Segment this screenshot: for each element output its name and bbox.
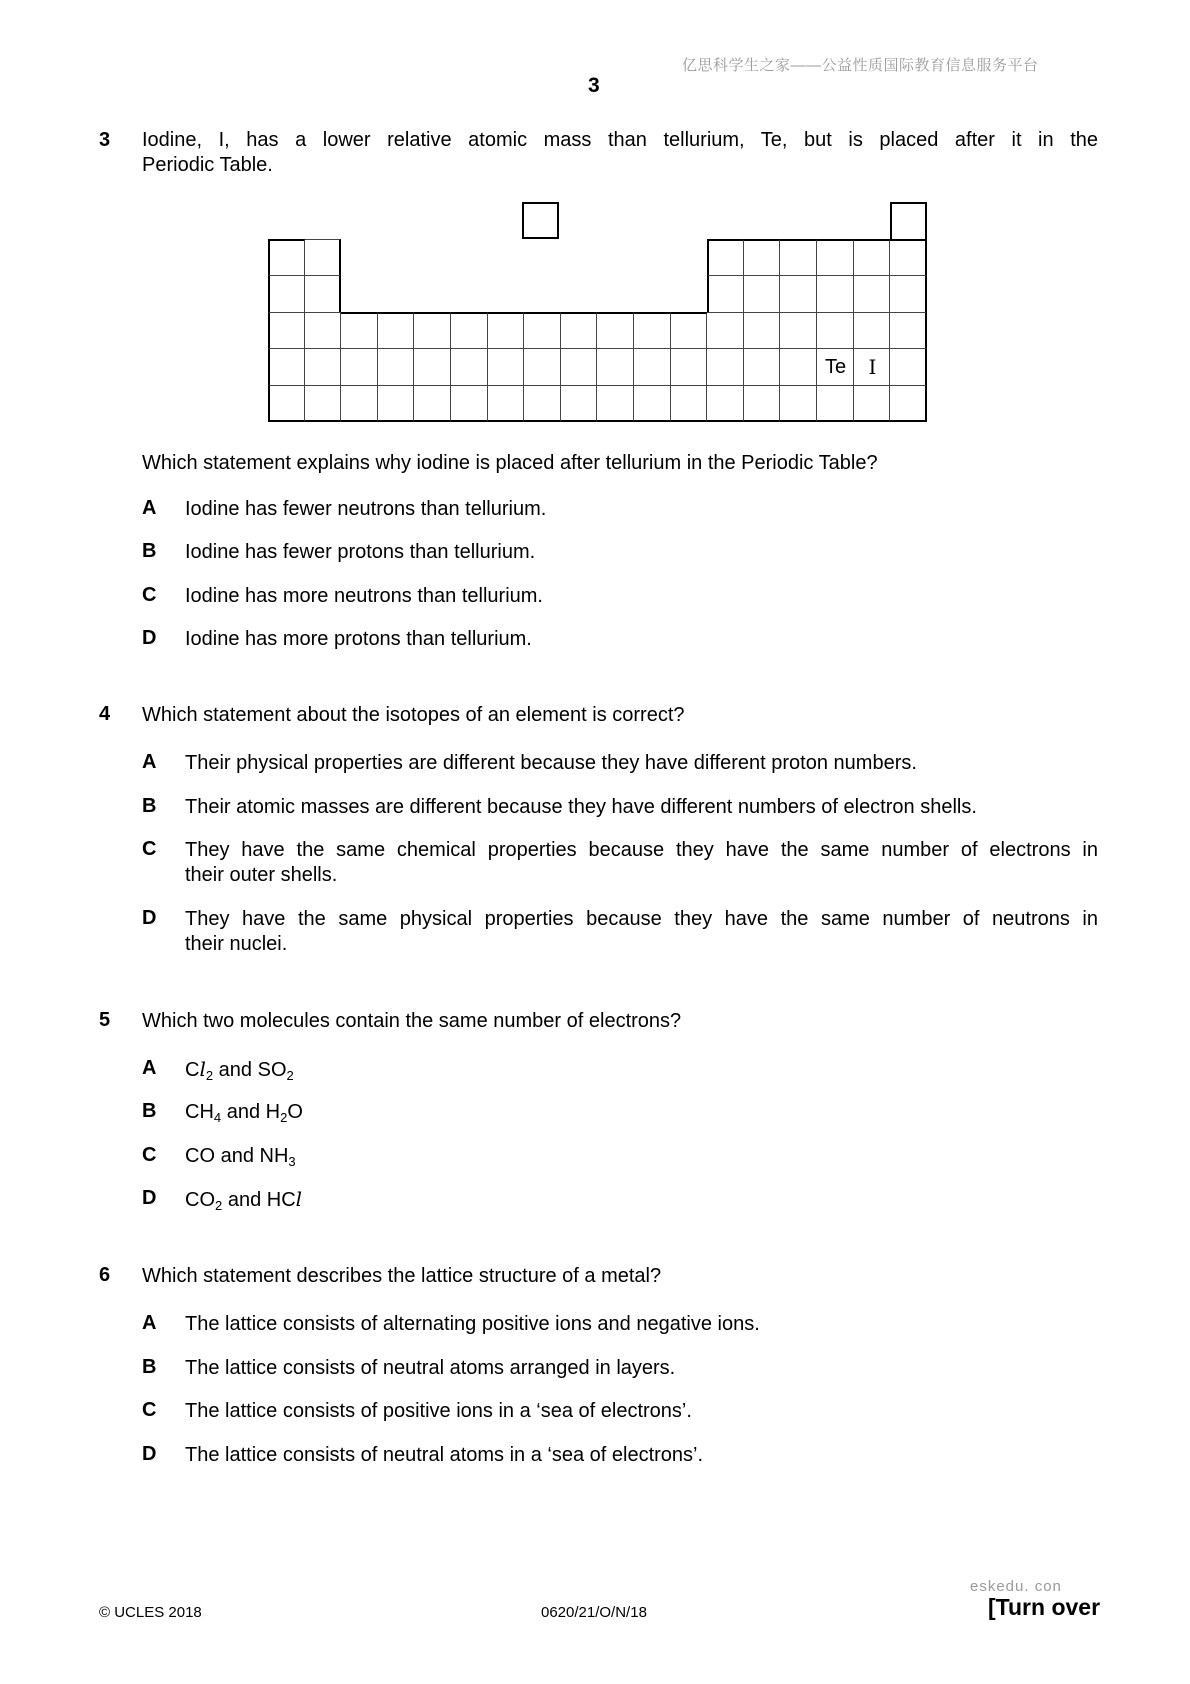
periodic-table-cell bbox=[634, 348, 671, 385]
q6-option-d-letter: D bbox=[142, 1443, 157, 1465]
q5-option-a-letter: A bbox=[142, 1057, 157, 1079]
periodic-table-cell bbox=[488, 385, 525, 422]
footer-watermark: eskedu. con bbox=[970, 1578, 1062, 1595]
periodic-table-cell bbox=[488, 312, 525, 349]
periodic-table-cell bbox=[854, 312, 891, 349]
periodic-table-cell bbox=[561, 348, 598, 385]
iodine-label: I bbox=[868, 355, 877, 379]
question-5-number: 5 bbox=[99, 1009, 111, 1031]
periodic-table-cell bbox=[597, 312, 634, 349]
turn-over-label: [Turn over bbox=[988, 1594, 1101, 1620]
question-3-stem-line1: Iodine, I, has a lower relative atomic mass than tellurium, Te, but is placed after it in the bbox=[142, 129, 1098, 151]
q4-option-a-letter: A bbox=[142, 751, 157, 773]
periodic-table-cell bbox=[561, 385, 598, 422]
q4-option-c-line2: their outer shells. bbox=[185, 864, 338, 886]
periodic-table-cell bbox=[780, 239, 817, 276]
question-3-stem-line2: Periodic Table. bbox=[142, 154, 273, 176]
q3-option-d-letter: D bbox=[142, 627, 157, 649]
periodic-table-cell bbox=[305, 312, 342, 349]
periodic-table-cell bbox=[524, 385, 561, 422]
q5-option-c-letter: C bbox=[142, 1144, 157, 1166]
q6-option-c-letter: C bbox=[142, 1399, 157, 1421]
periodic-table-cell bbox=[451, 348, 488, 385]
q5-option-d-letter: D bbox=[142, 1187, 157, 1209]
periodic-table-cell bbox=[488, 348, 525, 385]
footer-paper-code: 0620/21/O/N/18 bbox=[541, 1604, 647, 1621]
periodic-table-cell bbox=[890, 385, 927, 422]
periodic-table-cell bbox=[341, 348, 378, 385]
periodic-table-cell bbox=[890, 202, 927, 239]
q4-option-b-letter: B bbox=[142, 795, 157, 817]
q5-option-b-text: $CH_4$ and $H_2O$ bbox=[185, 1101, 303, 1125]
q6-option-c-text: The lattice consists of positive ions in a ‘sea of electrons’. bbox=[185, 1400, 692, 1422]
periodic-table-cell bbox=[634, 385, 671, 422]
question-6-stem: Which statement describes the lattice structure of a metal? bbox=[142, 1265, 662, 1287]
periodic-table-cell bbox=[414, 312, 451, 349]
question-6-number: 6 bbox=[99, 1264, 111, 1286]
q6-option-d-text: The lattice consists of neutral atoms in a ‘sea of electrons’. bbox=[185, 1444, 704, 1466]
periodic-table-cell bbox=[707, 312, 744, 349]
periodic-table-cell bbox=[744, 385, 781, 422]
periodic-table-cell bbox=[744, 275, 781, 312]
periodic-table-cell bbox=[451, 312, 488, 349]
periodic-table-cell bbox=[707, 275, 744, 312]
q3-option-b-letter: B bbox=[142, 540, 157, 562]
q3-option-a-text: Iodine has fewer neutrons than tellurium. bbox=[185, 498, 547, 520]
periodic-table-cell bbox=[707, 348, 744, 385]
periodic-table-cell bbox=[817, 312, 854, 349]
periodic-table-cell bbox=[597, 385, 634, 422]
footer-copyright: © UCLES 2018 bbox=[99, 1604, 202, 1621]
tellurium-label: Te bbox=[824, 356, 847, 378]
q4-option-b-text: Their atomic masses are different because they have different numbers of electron shells. bbox=[185, 796, 977, 818]
periodic-table-cell bbox=[268, 385, 305, 422]
periodic-table-cell bbox=[378, 348, 415, 385]
header-watermark: 亿思科学生之家——公益性质国际教育信息服务平台 bbox=[682, 57, 1039, 74]
question-4-number: 4 bbox=[99, 703, 111, 725]
periodic-table-cell bbox=[671, 312, 708, 349]
periodic-table-cell bbox=[341, 312, 378, 349]
q4-option-d-letter: D bbox=[142, 907, 157, 929]
q4-option-c-letter: C bbox=[142, 838, 157, 860]
q5-option-b-letter: B bbox=[142, 1100, 157, 1122]
periodic-table-cell bbox=[341, 385, 378, 422]
periodic-table-cell bbox=[744, 348, 781, 385]
periodic-table-cell bbox=[561, 312, 598, 349]
periodic-table-cell bbox=[414, 348, 451, 385]
q3-option-c-text: Iodine has more neutrons than tellurium. bbox=[185, 585, 543, 607]
periodic-table-cell bbox=[890, 239, 927, 276]
periodic-table-cell bbox=[414, 385, 451, 422]
question-5-stem: Which two molecules contain the same number of electrons? bbox=[142, 1010, 682, 1032]
q4-option-d-line1: They have the same physical properties because they have the same number of neutrons in bbox=[185, 908, 1098, 930]
q5-option-a-text: $Cl_2$ and $SO_2$ bbox=[185, 1057, 294, 1083]
periodic-table-cell bbox=[890, 275, 927, 312]
periodic-table-cell bbox=[817, 385, 854, 422]
q3-option-c-letter: C bbox=[142, 584, 157, 606]
periodic-table-cell bbox=[854, 385, 891, 422]
periodic-table-cell bbox=[854, 275, 891, 312]
q6-option-a-letter: A bbox=[142, 1312, 157, 1334]
periodic-table-cell bbox=[378, 312, 415, 349]
q4-option-a-text: Their physical properties are different because they have different proton numbers. bbox=[185, 752, 917, 774]
periodic-table-cell bbox=[268, 312, 305, 349]
q3-option-d-text: Iodine has more protons than tellurium. bbox=[185, 628, 532, 650]
periodic-table-cell bbox=[268, 239, 305, 276]
periodic-table-cell bbox=[707, 385, 744, 422]
periodic-table-cell bbox=[597, 348, 634, 385]
q6-option-b-letter: B bbox=[142, 1356, 157, 1378]
question-4-stem: Which statement about the isotopes of an element is correct? bbox=[142, 704, 685, 726]
q4-option-c-line1: They have the same chemical properties because they have the same number of electrons in bbox=[185, 839, 1098, 861]
periodic-table-cell bbox=[671, 385, 708, 422]
q5-option-d-text: $CO_2$ and HCl bbox=[185, 1187, 303, 1213]
periodic-table-cell bbox=[378, 385, 415, 422]
question-3-prompt: Which statement explains why iodine is placed after tellurium in the Periodic Table? bbox=[142, 452, 878, 474]
question-3-number: 3 bbox=[99, 129, 111, 151]
periodic-table-cell bbox=[707, 239, 744, 276]
periodic-table-cell bbox=[671, 348, 708, 385]
periodic-table-cell bbox=[780, 385, 817, 422]
periodic-table-cell bbox=[634, 312, 671, 349]
periodic-table-cell bbox=[890, 312, 927, 349]
periodic-table-cell bbox=[817, 275, 854, 312]
periodic-table-cell bbox=[451, 385, 488, 422]
periodic-table-cell bbox=[890, 348, 927, 385]
periodic-table-cell bbox=[522, 202, 559, 239]
q6-option-a-text: The lattice consists of alternating positive ions and negative ions. bbox=[185, 1313, 760, 1335]
periodic-table-cell bbox=[780, 275, 817, 312]
periodic-table-cell bbox=[268, 275, 305, 312]
page-number: 3 bbox=[588, 74, 600, 97]
periodic-table-cell bbox=[854, 239, 891, 276]
periodic-table-cell bbox=[780, 312, 817, 349]
periodic-table-cell bbox=[744, 239, 781, 276]
periodic-table-cell bbox=[305, 275, 342, 312]
periodic-table-cell bbox=[817, 239, 854, 276]
periodic-table-cell bbox=[524, 312, 561, 349]
periodic-table-cell bbox=[744, 312, 781, 349]
periodic-table-cell bbox=[305, 348, 342, 385]
q3-option-a-letter: A bbox=[142, 497, 157, 519]
q6-option-b-text: The lattice consists of neutral atoms arranged in layers. bbox=[185, 1357, 676, 1379]
periodic-table-cell bbox=[524, 348, 561, 385]
q4-option-d-line2: their nuclei. bbox=[185, 933, 288, 955]
periodic-table-cell bbox=[268, 348, 305, 385]
periodic-table-cell bbox=[305, 239, 342, 276]
q3-option-b-text: Iodine has fewer protons than tellurium. bbox=[185, 541, 536, 563]
q5-option-c-text: CO and $NH_3$ bbox=[185, 1145, 296, 1169]
periodic-table-cell bbox=[780, 348, 817, 385]
periodic-table-cell bbox=[305, 385, 342, 422]
